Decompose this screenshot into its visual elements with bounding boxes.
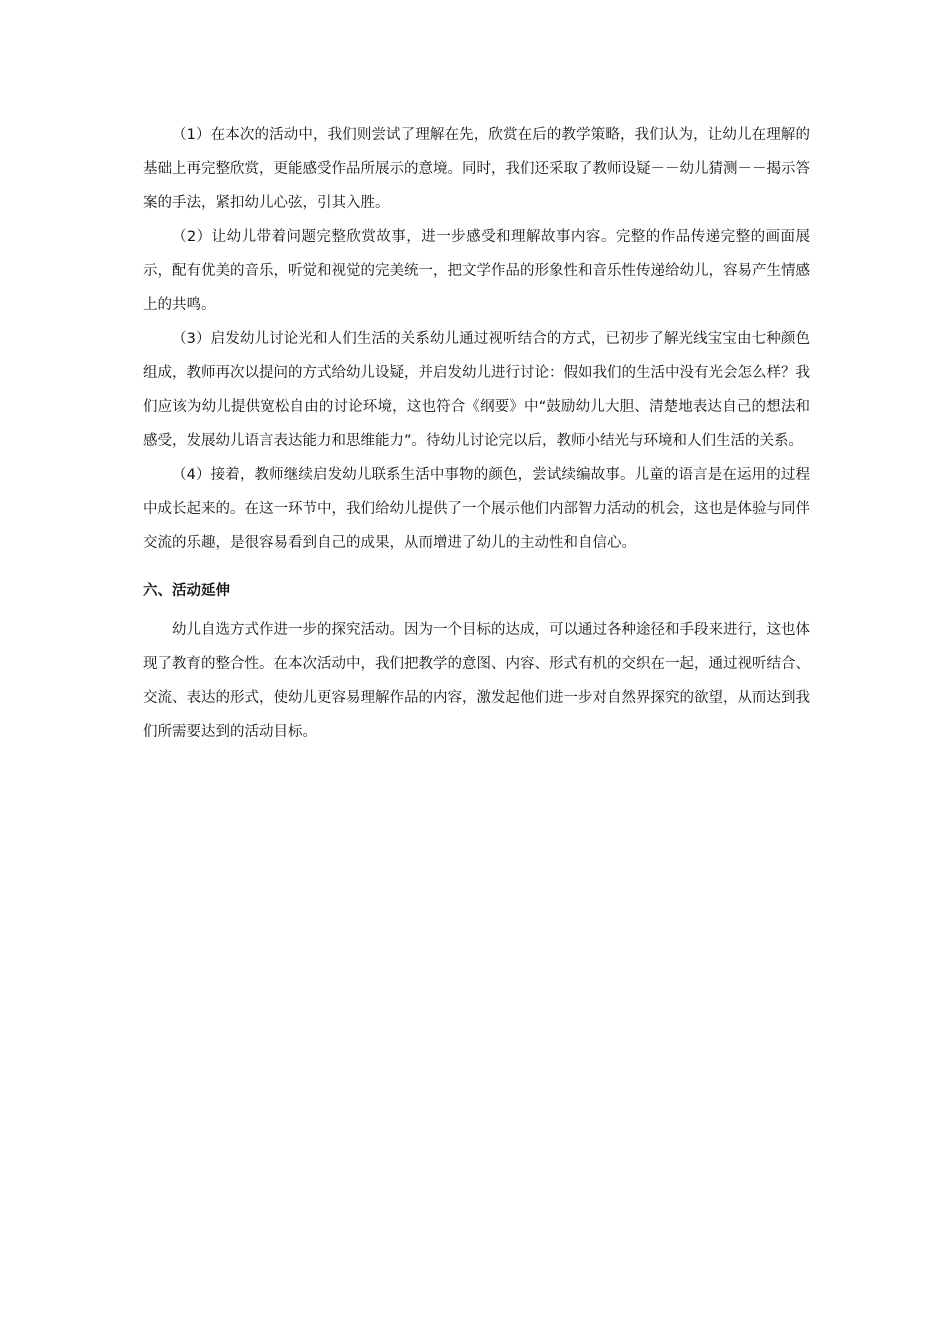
paragraph-3: （3）启发幼儿讨论光和人们生活的关系幼儿通过视听结合的方式，已初步了解光线宝宝由七种颜色组成，教师再次以提问的方式给幼儿设疑，并启发幼儿进行讨论：假如我们的生活中没有光会怎么样？我们应该为幼儿提供宽松自由的讨论环境，这也符合《纲要》中“鼓励幼儿大胆、清楚地表达自己的想法和感受，发展幼儿语言表达能力和思维能力”。待幼儿讨论完以后，教师小结光与环境和人们生活的关系。 [143,331,810,449]
section-paragraph: 幼儿自选方式作进一步的探究活动。因为一个目标的达成，可以通过各种途径和手段来进行，这也体现了教育的整合性。在本次活动中，我们把教学的意图、内容、形式有机的交织在一起，通过视听结合、交流、表达的形式，使幼儿更容易理解作品的内容，激发起他们进一步对自然界探究的欲望，从而达到我们所需要达到的活动目标。 [143,622,810,740]
paragraph-4: （4）接着，教师继续启发幼儿联系生活中事物的颜色，尝试续编故事。儿童的语言是在运用的过程中成长起来的。在这一环节中，我们给幼儿提供了一个展示他们内部智力活动的机会，这也是体验与同伴交流的乐趣，是很容易看到自己的成果，从而增进了幼儿的主动性和自信心。 [143,467,810,551]
paragraph-2: （2）让幼儿带着问题完整欣赏故事，进一步感受和理解故事内容。完整的作品传递完整的画面展示，配有优美的音乐，听觉和视觉的完美统一，把文学作品的形象性和音乐性传递给幼儿，容易产生情感上的共鸣。 [143,229,810,313]
document-page [143,118,810,749]
paragraph-1: （1）在本次的活动中，我们则尝试了理解在先，欣赏在后的教学策略，我们认为，让幼儿在理解的基础上再完整欣赏，更能感受作品所展示的意境。同时，我们还采取了教师设疑－－幼儿猜测－－揭示答案的手法，紧扣幼儿心弦，引其入胜。 [143,127,810,211]
section-heading: 六、活动延伸 [143,583,230,599]
